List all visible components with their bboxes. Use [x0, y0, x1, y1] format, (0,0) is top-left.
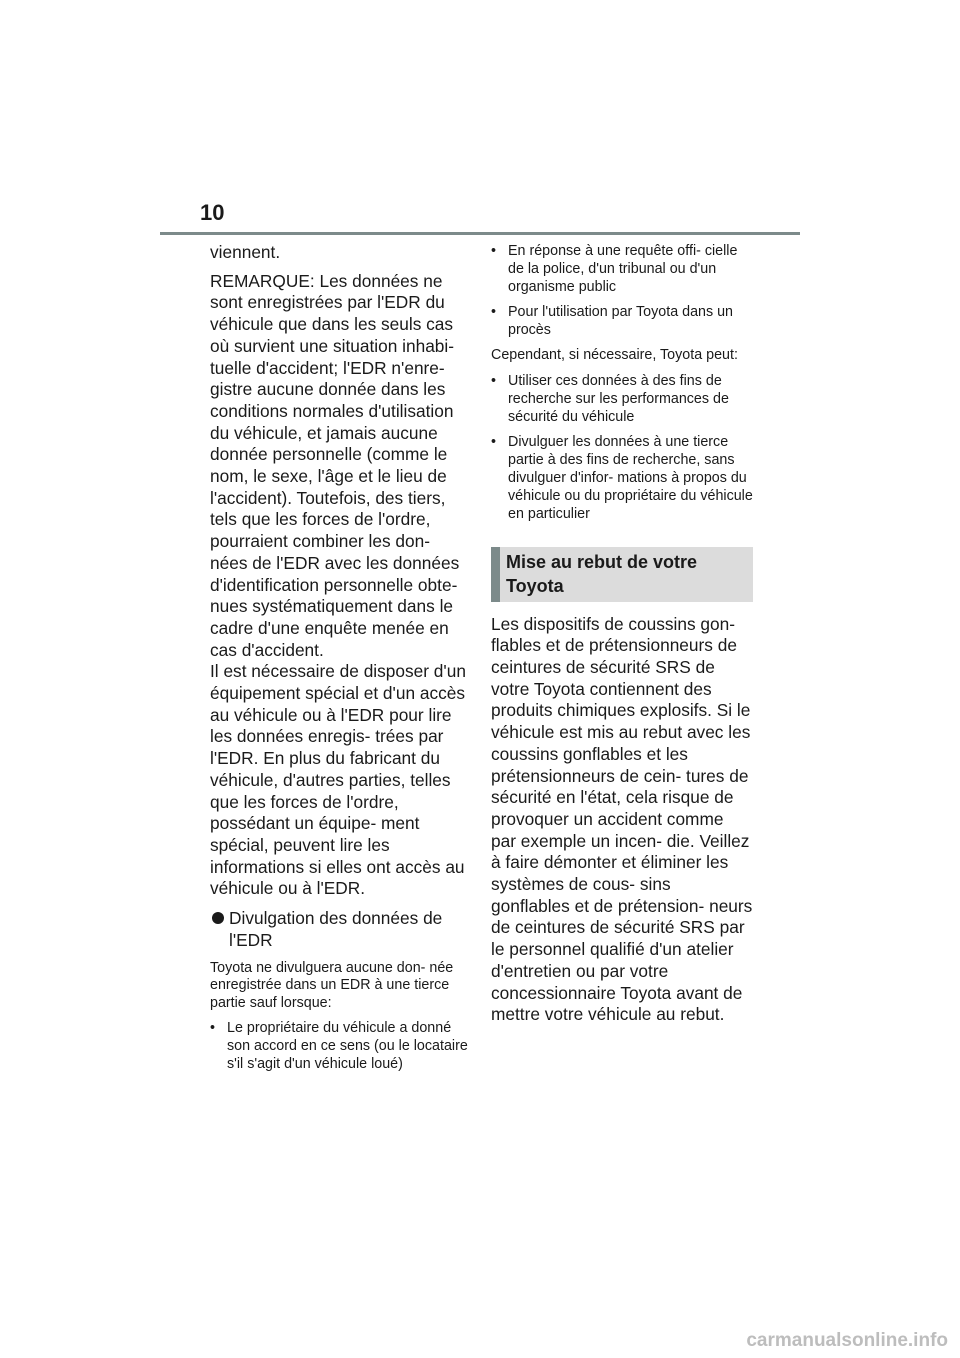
- section-heading-disposal: [491, 547, 753, 602]
- section-title-line1: Mise au rebut de votre: [506, 551, 698, 572]
- list-item-text: Le propriétaire du véhicule a donné son accord en ce sens (ou le locataire s'il s'agit d'un véhicule loué): [227, 1020, 468, 1073]
- bullet-icon: •: [491, 433, 497, 450]
- right-column: [491, 242, 753, 1026]
- paragraph-note: REMARQUE: Les données ne sont enregistrées par l'EDR du véhicule que dans les seuls cas où survient une situation inhabi- tuelle d'accident; l'EDR n'enre- gistre aucune donnée dans les conditions normales d'utilisation du véhicule, et jamais aucune donnée personnelle (comme le nom, le sexe, l'âge et le lieu de l'accident). Toutefois, des tiers, tels que les forces de l'ordre, pourraient combiner les don- nées de l'EDR avec les données d'identification personnelle obte- nues systématiquement dans le cadre d'une enquête menée en cas d'accident.: [210, 270, 460, 660]
- bullet-icon: •: [491, 372, 497, 389]
- list-item-text: En réponse à une requête offi- cielle de la police, d'un tribunal ou d'un organisme public: [508, 243, 738, 295]
- paragraph-continued: viennent.: [210, 242, 281, 262]
- subheading-edr-disclosure: [210, 908, 472, 951]
- subheading-text: Divulgation des données de l'EDR: [229, 908, 443, 950]
- watermark: carmanualsonline.info: [746, 1330, 948, 1351]
- bullet-icon: •: [491, 243, 497, 259]
- paragraph-special-equipment: Il est nécessaire de disposer d'un équipement spécial et d'un accès au véhicule ou à l'EDR pour lire les données enregis- trées par l'EDR. En plus du fabricant du véhicule, d'autres parties, telles que les forces de l'ordre, possédant un équipe- ment spécial, peuvent lire les informations si elles ont accès au véhicule ou à l'EDR.: [210, 661, 466, 899]
- section-title-line2: Toyota: [506, 575, 564, 596]
- list-item: [210, 1019, 472, 1073]
- list-item-text: Divulguer les données à une tierce partie à des fins de recherche, sans divulguer d'infor- mations à propos du véhicule ou du propriétaire du véhicule en particulier: [508, 433, 753, 522]
- list-item: [491, 372, 753, 426]
- list-item: [491, 303, 753, 339]
- list-item-text: Utiliser ces données à des fins de recherche sur les performances de sécurité du véhicule: [508, 372, 729, 425]
- disposal-paragraph: Les dispositifs de coussins gon- flables et de prétensionneurs de ceintures de sécurité SRS de votre Toyota contiennent des produits chimiques explosifs. Si le véhicule est mis au rebut avec les coussins gonflables et les prétensionneurs de cein- tures de sécurité en l'état, cela risque de provoquer un accident comme par exemple un incen- die. Veillez à faire démonter et éliminer les systèmes de cous- sins gonflables et de prétension- neurs de ceintures de sécurité SRS par le personnel qualifié d'un atelier d'entretien ou par votre concessionnaire Toyota avant de mettre votre véhicule au rebut.: [491, 613, 753, 1025]
- header-rule: [160, 232, 800, 235]
- left-column: [210, 242, 472, 1073]
- bullet-icon: •: [210, 1020, 216, 1037]
- list-item: [491, 242, 753, 296]
- round-bullet-icon: [212, 912, 224, 924]
- however-text: Cependant, si nécessaire, Toyota peut:: [491, 347, 738, 363]
- disclosure-intro: Toyota ne divulguera aucune don- née enregistrée dans un EDR à une tierce partie sauf lorsque:: [210, 959, 454, 1011]
- page-number: 10: [200, 200, 225, 225]
- bullet-icon: •: [491, 304, 497, 320]
- list-item: [491, 433, 753, 523]
- list-item-text: Pour l'utilisation par Toyota dans un procès: [508, 304, 734, 338]
